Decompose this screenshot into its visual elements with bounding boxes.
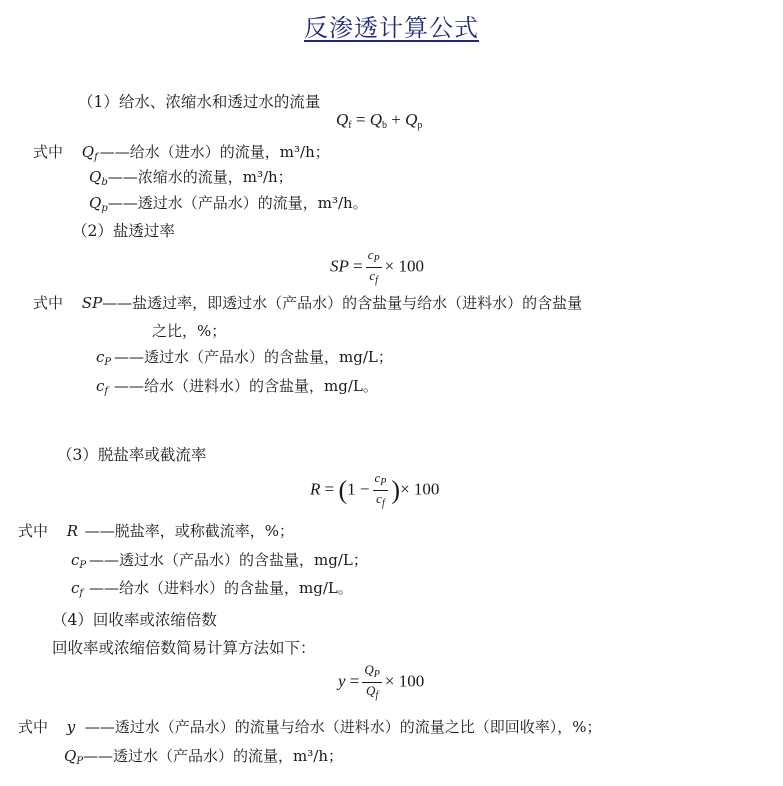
definition-text: ——透过水（产品水）的流量，m³/h； (83, 747, 343, 765)
def-qf (33, 141, 330, 163)
symbol-sub: P (79, 560, 87, 571)
symbol: Q (89, 168, 102, 186)
definition-text: ——盐透过率，即透过水（产品水）的含盐量与给水（进料水）的含盐量 (102, 294, 583, 312)
symbol-sub: b (101, 177, 108, 188)
section-4-heading: （4）回收率或浓缩倍数 (52, 611, 217, 629)
symbol: c (96, 348, 105, 366)
def-qp (89, 192, 368, 214)
page-title: 反渗透计算公式 (304, 14, 479, 42)
formula-salt-rejection: R = (1 − $\frac{c_P}{c_f}$ )× 100 (310, 470, 440, 509)
def-y (18, 716, 602, 737)
symbol: c (71, 551, 80, 569)
section-4-intro: 回收率或浓缩倍数简易计算方法如下： (52, 639, 316, 657)
def-prefix: 式中 (33, 143, 64, 161)
symbol-sub: f (79, 588, 84, 599)
symbol: y (66, 718, 76, 736)
definition-text: ——透过水（产品水）的流量与给水（进料水）的流量之比（即回收率），%； (84, 718, 602, 736)
def-prefix: 式中 (18, 522, 49, 540)
section-1-heading: （1）给水、浓缩水和透过水的流量 (78, 93, 321, 111)
def-cp (96, 346, 393, 368)
formula-recovery: y = $\frac{Q_P}{Q_f}$ × 100 (338, 662, 425, 701)
def-qp-2 (64, 745, 343, 767)
definition-text: ——脱盐率，或称截流率，%； (84, 522, 295, 540)
def-cf (96, 375, 378, 397)
def-qb (89, 166, 293, 188)
def-r (18, 520, 294, 541)
definition-text: ——透过水（产品水）的流量，m³/h。 (107, 194, 368, 212)
symbol: Q (89, 194, 102, 212)
symbol-sub: P (76, 756, 84, 767)
formula-flow-balance: $Q_f = Q_b + Q_p$ (336, 110, 423, 131)
definition-text: ——给水（进料水）的含盐量，mg/L。 (114, 377, 378, 395)
def-cp-2 (71, 549, 368, 571)
symbol-sub: p (101, 203, 108, 214)
symbol: R (66, 522, 79, 540)
def-prefix: 式中 (18, 718, 49, 736)
definition-text: ——透过水（产品水）的含盐量，mg/L； (114, 348, 393, 366)
def-sp (33, 292, 582, 313)
symbol-sub: f (104, 386, 109, 397)
symbol: c (96, 377, 105, 395)
symbol-sub: P (104, 357, 112, 368)
definition-text: ——透过水（产品水）的含盐量，mg/L； (89, 551, 368, 569)
section-3-heading: （3）脱盐率或截流率 (57, 446, 207, 464)
definition-text: ——给水（进料水）的含盐量，mg/L。 (89, 579, 353, 597)
symbol: Q (64, 747, 77, 765)
symbol-sub: f (94, 152, 98, 163)
section-2-heading: （2）盐透过率 (72, 222, 175, 240)
symbol: c (71, 579, 80, 597)
symbol: Q (81, 143, 95, 161)
def-prefix: 式中 (33, 294, 64, 312)
def-sp-cont: 之比，%； (152, 322, 227, 340)
formula-salt-passage: SP = $\frac{c_P}{c_f}$ × 100 (330, 247, 424, 286)
def-cf-2 (71, 577, 353, 599)
definition-text: ——给水（进水）的流量，m³/h； (99, 143, 330, 161)
definition-text: ——浓缩水的流量，m³/h； (107, 168, 293, 186)
symbol: SP (81, 294, 103, 312)
